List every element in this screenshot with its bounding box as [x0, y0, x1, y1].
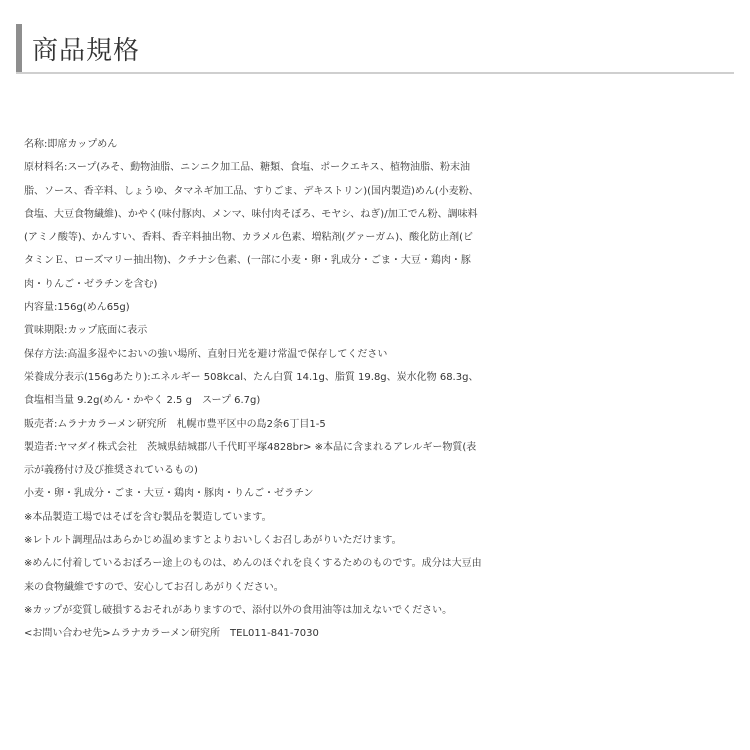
spec-line: ※めんに付着しているおぼろー途上のものは、めんのほぐれを良くするためのものです。成分は大豆由: [24, 558, 482, 570]
spec-line: (アミノ酸等)、かんすい、香料、香辛料抽出物、カラメル色素、増粘剤(グァーガム)、酸化防止剤(ビ: [24, 232, 474, 244]
spec-line: 内容量:156g(めん65g): [24, 302, 130, 314]
spec-line: <お問い合わせ先>ムラナカラーメン研究所 TEL011-841-7030: [24, 628, 319, 640]
spec-line: 脂、ソース、香辛料、しょうゆ、タマネギ加工品、すりごま、デキストリン)(国内製造)めん(小麦粉、: [24, 185, 479, 197]
spec-list: [24, 133, 744, 646]
spec-line: 原材料名:スープ(みそ、動物油脂、ニンニク加工品、糖類、食塩、ポークエキス、植物油脂、粉末油: [24, 162, 470, 174]
spec-line: 肉・りんご・ゼラチンを含む): [24, 278, 158, 290]
spec-line: 名称:即席カップめん: [24, 139, 118, 150]
section-title: 商品規格: [32, 36, 141, 66]
section-header: [16, 24, 734, 74]
spec-line: 小麦・卵・乳成分・ごま・大豆・鶏肉・豚肉・りんご・ゼラチン: [24, 488, 314, 500]
spec-line: 来の食物繊維ですので、安心してお召しあがりください。: [24, 581, 284, 593]
spec-line: ※本品製造工場ではそばを含む製品を製造しています。: [24, 511, 272, 523]
spec-line: 食塩相当量 9.2g(めん・かやく 2.5 g スープ 6.7g): [24, 395, 261, 407]
spec-line: ※レトルト調理品はあらかじめ温めますとよりおいしくお召しあがりいただけます。: [24, 535, 402, 547]
spec-line: 製造者:ヤマダイ株式会社 茨城県結城郡八千代町平塚4828br> ※本品に含まれるアレルギー物質(表: [24, 441, 477, 453]
spec-line: 販売者:ムラナカラーメン研究所 札幌市豊平区中の島2条6丁目1-5: [24, 418, 326, 430]
spec-line: 保存方法:高温多湿やにおいの強い場所、直射日光を避け常温で保存してください: [24, 348, 388, 360]
spec-line: 賞味期限:カップ底面に表示: [24, 325, 148, 337]
spec-line: タミンＥ、ローズマリー抽出物)、クチナシ色素、(一部に小麦・卵・乳成分・ごま・大豆・鶏肉・豚: [24, 255, 471, 267]
section-accent-bar: [16, 24, 22, 72]
spec-line: 食塩、大豆食物繊維)、かやく(味付豚肉、メンマ、味付肉そぼろ、モヤシ、ねぎ)/加工でん粉、調味料: [24, 208, 478, 220]
spec-line: 示が義務付け及び推奨されているもの): [24, 465, 198, 477]
spec-line: ※カップが変質し破損するおそれがありますので、添付以外の食用油等は加えないでください。: [24, 604, 453, 616]
spec-line: 栄養成分表示(156gあたり):エネルギー 508kcal、たん白質 14.1g、脂質 19.8g、炭水化物 68.3g、: [24, 371, 479, 383]
